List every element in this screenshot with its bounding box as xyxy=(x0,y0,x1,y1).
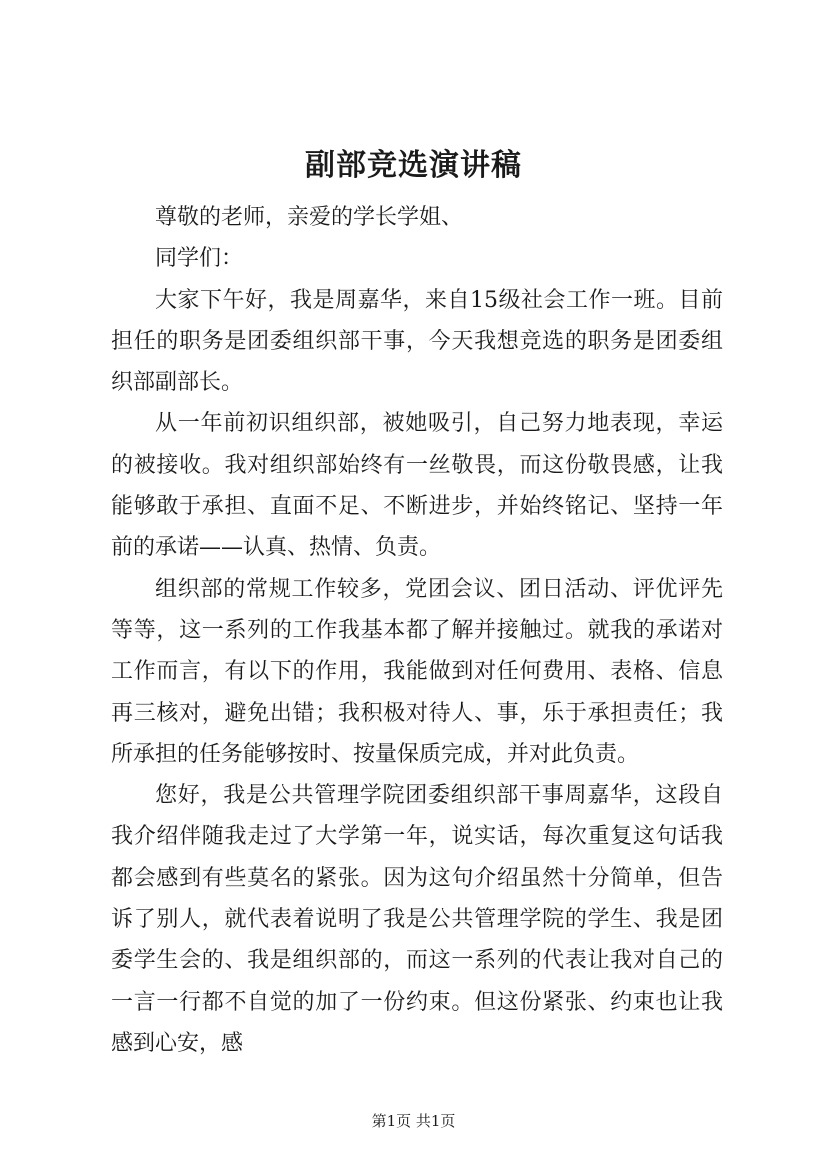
paragraph-work: 组织部的常规工作较多，党团会议、团日活动、评优评先等等，这一系列的工作我基本都了解并接触过。就我的承诺对工作而言，有以下的作用，我能做到对任何费用、表格、信息再三核对，避免出错；我积极对待人、事，乐于承担责任；我所承担的任务能够按时、按量保质完成，并对此负责。 xyxy=(111,576,723,767)
salutation-line-2: 同学们： xyxy=(155,246,244,272)
page-footer: 第1页 共1页 xyxy=(371,1112,456,1130)
document-title: 副部竞选演讲稿 xyxy=(305,148,522,183)
salutation-line-1: 尊敬的老师，亲爱的学长学姐、 xyxy=(155,205,464,230)
paragraph-intro: 大家下午好，我是周嘉华，来自15级社会工作一班。目前担任的职务是团委组织部干事，今天我想竞选的职务是团委组织部副部长。 xyxy=(111,287,723,396)
paragraph-self-intro: 您好，我是公共管理学院团委组织部干事周嘉华，这段自我介绍伴随我走过了大学第一年，说实话，每次重复这句话我都会感到有些莫名的紧张。因为这句介绍虽然十分简单，但告诉了别人，就代表着说明了我是公共管理学院的学生、我是团委学生会的、我是组织部的，而这一系列的代表让我对自己的一言一行都不自觉的加了一份约束。但这份紧张、约束也让我感到心安，感 xyxy=(111,783,723,1056)
paragraph-history: 从一年前初识组织部，被她吸引，自己努力地表现，幸运的被接收。我对组织部始终有一丝敬畏，而这份敬畏感，让我能够敢于承担、直面不足、不断进步，并始终铭记、坚持一年前的承诺——认真、热情、负责。 xyxy=(111,411,723,561)
document-body xyxy=(111,197,723,1064)
